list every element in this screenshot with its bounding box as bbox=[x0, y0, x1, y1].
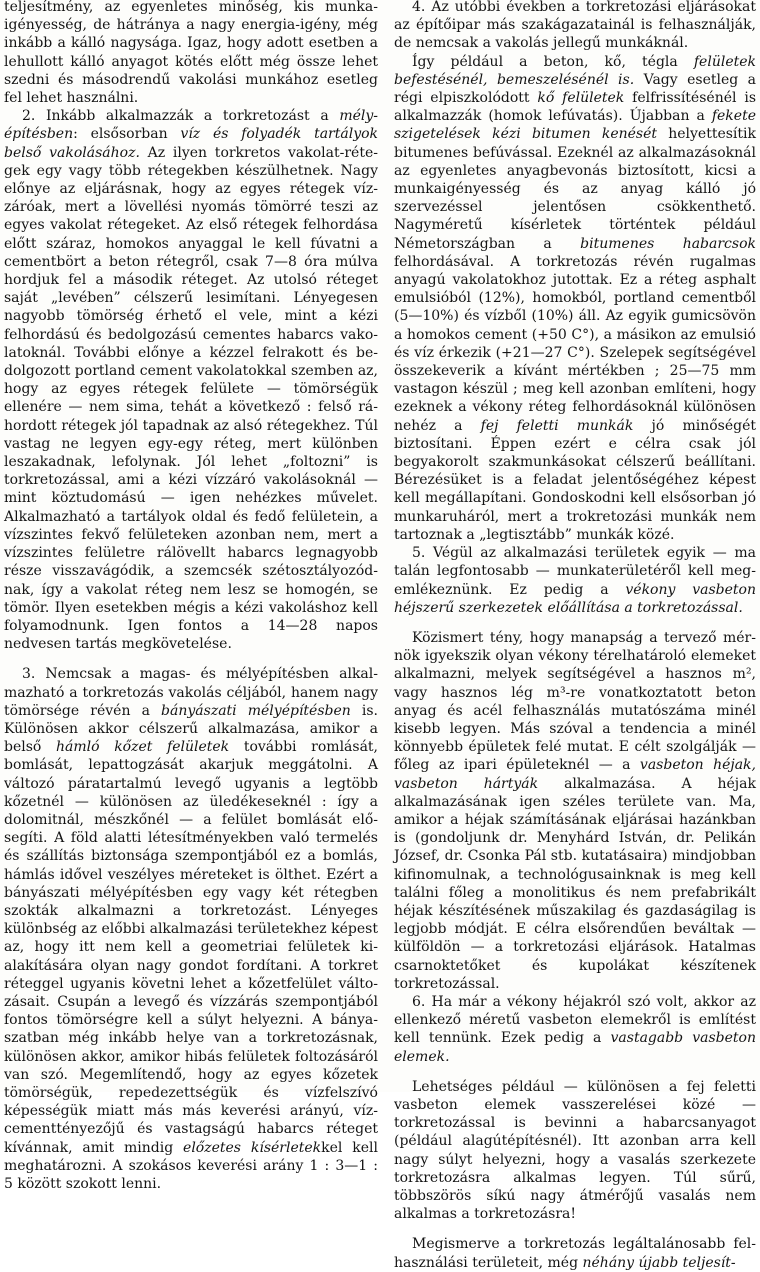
body-text: Megismerve a torkretozás legáltalánosabb felhasználási területeit, még bbox=[394, 1236, 756, 1271]
emphasis-text: hámló kőzet felületek bbox=[56, 739, 230, 756]
emphasis-text: vasbeton héjak, vasbeton hártyák bbox=[394, 757, 756, 792]
body-text: jó minőségét biztosítani. Éppen ezért e célra csak jól begyakorolt szakmunkásokat célszerű beállítani. Bérezésüket is a feladat jelentőségéhez képest kell megállapítani. Gondoskodni kell elsősorban jó munkaruháról, mert a trokretozási munkák nem tartoznak a „legtisztább” munkák közé. bbox=[394, 417, 757, 543]
paragraph-section-4 bbox=[394, 0, 756, 53]
body-text: helyettesítik bitumenes befúvással. Ezeknél az alkalmazásoknál az egyenletes anyagbevonás biztosított, kicsi a munkaigényesség és az anyag kálló jó szervezéssel jelentősen csökkenthető. Nagyméretű kísérletek történtek például Németországban a bbox=[394, 126, 756, 252]
body-text: 3. Nemcsak a magas- és mélyépítésben alkalmazható a torkretozás vakolás céljából, hanem nagy tömörsége révén a bbox=[4, 666, 378, 719]
emphasis-text: felületek befestésénél, bemeszelésénél is. bbox=[394, 53, 756, 88]
body-text: kel kell meghatározni. A szokásos keverési arány 1 : 3—1 : 5 között szokott lenni. bbox=[4, 1139, 378, 1192]
body-text: : elsősorban bbox=[73, 126, 181, 143]
body-text: teljesítmény, az egyenletes minőség, kis munkaigényesség, de hátránya a nagy energia-igény, még inkább a kálló nagysága. Igaz, hogy adott esetben a lehullott kálló anyagot kötés előtt még össze lehet szedni és másodrendű vakolási munkához esetleg fel lehet használni. bbox=[4, 0, 378, 107]
emphasis-text: kő felületek bbox=[537, 90, 625, 107]
paragraph bbox=[394, 629, 756, 993]
emphasis-text: bitumenes habarcsok bbox=[580, 235, 756, 252]
body-text: Az ilyen torkretos vakolat-rétegek egy vagy több rétegekben készülhetnek. Nagy előnye az eljárásnak, hogy az egyes rétegek vízzáróak, mert a lövellési nyomás tömörré teszi az egyes vakolat rétegeket. Az első rétegek felhordása előtt száraz, homokos anyaggal le kell fúvatni a cementbört a beton rétegről, csak 7—8 óra múlva hordjuk fel a második réteget. Az utolsó réteget saját „levében” célszerű lesimítani. Lényegesen nagyobb tömörség érhető el vele, mint a kézi felhordású és bedolgozású cementes habarcs vakolatoknál. További előnye a kézzel felrakott és bedolgozott portland cement vakolatokkal szemben az, hogy az egyes rétegek felülete — tömörségük ellenére — nem sima, tehát a következő : felső ráhordott rétegek jól tapadnak az alsó rétegekhez. Túl vastag ne legyen egy-egy réteg, mert különben leszakadnak, lefolynak. Jól lehet „foltozni” is torkretozással, ami a kézi vízzáró vakolásoknál — mint köztudomású — igen nehézkes művelet. Alkalmazható a tartályok oldal és fedő felületein, a vízszintes fekvő felületeken azonban nem, mert a vízszintes felületre rálövellt habarcs legnagyobb része visszavágódik, a szemcsék szétosztályozódnak, így a vakolat réteg nem lesz se homogén, se tömör. Ilyen esetekben mégis a kézi vakoláshoz kell folyamodnunk. Igen fontos a 14—28 napos nedvesen tartás megkövetelése. bbox=[4, 144, 378, 653]
body-text: Lehetséges például — különösen a fej feletti vasbeton elemek vasszerelései közé — torkretozással is bevinni a habarcsanyagot (például alagútépítésnél). Itt azonban arra kell nagy súlyt helyezni, hogy a vasalás szerkezete torkretozásra alkalmas legyen. Túl sűrű, többszörös síkú nagy átmérőjű vasalás nem alkalmas a torkretozásra! bbox=[394, 1078, 756, 1223]
body-text: 6. Ha már a vékony héjakról szó volt, akkor az ellenkező méretű vasbeton elemekről is említést kell tennünk. Ezek pedig a bbox=[394, 993, 756, 1047]
paragraph-section-5 bbox=[394, 544, 756, 617]
emphasis-text: fekete szigetelések kézi bitumen kenését bbox=[394, 108, 756, 143]
body-text: felfrissítésénél is alkalmazzák (homok lefúvatás). Újabban a bbox=[394, 90, 756, 125]
paragraph bbox=[394, 53, 756, 544]
body-text: 5. Végül az alkalmazási területek egyik — ma talán legfontosabb — munkaterületéről kell megemlékeznünk. Ez pedig a bbox=[394, 545, 756, 598]
paragraph-section-2 bbox=[4, 107, 378, 653]
emphasis-text: előzetes kísérletek bbox=[183, 1139, 322, 1156]
emphasis-text: néhány újabb teljesít- bbox=[582, 1254, 736, 1271]
emphasis-text: mélyépítésben bbox=[4, 108, 378, 143]
right-column bbox=[394, 0, 757, 1271]
body-text: Közismert tény, hogy manapság a tervező mérnök igyekszik olyan vékony térelhatároló elemeket alkalmazni, melyek segítségével a hasznos m², vagy hasznos lég m³-re vonatkoztatott beton anyag és acél felhasználás mutatószáma minél kisebb legyen. Más szóval a tendencia a minél könnyebb épületek felé mutat. E célt szolgálják — főleg az ipari épületeknél — a bbox=[394, 629, 756, 774]
left-column bbox=[4, 0, 379, 1192]
emphasis-text: vastagabb vasbeton elemek. bbox=[394, 1030, 757, 1065]
body-text: Így például a beton, kő, tégla bbox=[412, 53, 694, 70]
emphasis-text: vékony vasbeton héjszerű szerkezetek előállítása a torkretozással. bbox=[394, 581, 756, 616]
body-text: Vagy esetleg a régi elpiszkolódott bbox=[394, 71, 756, 107]
paragraph bbox=[4, 0, 378, 107]
emphasis-text: víz és folyadék tartályok belső vakolásához. bbox=[4, 126, 379, 161]
body-text: további romlását, bomlását, lepattogzását akarjuk meggátolni. A változó páratartalmú levegő ugyanis a legtöbb kőzetnél — különösen az üledékeseknél : így a dolomitnál, mészkőnél — a felület bomlását elősegíti. A föld alatti létesítményekben való termelés és szállítás biztonsága szempontjából ez a bomlás, hámlás idővel veszélyes méreteket is ölthet. Ezért a bányászati mélyépítésben egy vagy két rétegben szokták alkalmazni a torkretozást. Lényeges különbség az előbbi alkalmazási területekhez képest az, hogy itt nem kell a geometriai felületek kialakítására olyan nagy gondot fordítani. A torkret réteggel ugyanis követni lehet a kőzetfelület változásait. Csupán a levegő és vízzárás szempontjából fontos tömörségre kell a súlyt helyezni. A bányaszatban még inkább helye van a torkretozásnak, különösen akkor, amikor hibás felületek foltozásáról van szó. Megemlítendő, hogy az egyes kőzetek tömörségük, repedezettségük és vízfelszívó képességük miatt más más keverési arányú, vízcementtényezőjű és vastagságú habarcs réteget kívánnak, amit mindig bbox=[4, 739, 379, 1156]
emphasis-text: fej feletti munkák bbox=[480, 417, 634, 434]
body-text: 4. Az utóbbi években a torkretozási eljárásokat az építőipar más szakágazatainál is felhasználják, de nemcsak a vakolás jellegű munkáknál. bbox=[394, 0, 756, 52]
paragraph bbox=[394, 1235, 756, 1271]
paragraph-section-3 bbox=[4, 665, 378, 1193]
paragraph-section-6 bbox=[394, 993, 756, 1066]
body-text: felhordásával. A torkretozás révén rugalmas anyagú vakolatokhoz jutottak. Ez a réteg asphalt emulsióból (12%), homokból, portland cementből (5—10%) és vízből (10%) áll. Az egyik gumicsövön a homokos cement (+50 C°), a másikon az emulsió és víz érkezik (+21—27 C°). Szelepek segítségével összekeverik a kívánt mértékben ; 25—75 mm vastagon készül ; meg kell azonban említeni, hogy ezeknek a vékony réteg felhordásoknál különösen nehéz a bbox=[394, 253, 756, 434]
body-text: 2. Inkább alkalmazzák a torkretozást a bbox=[22, 108, 340, 125]
paragraph bbox=[394, 1078, 756, 1224]
body-text: alkalmazása. A héjak alkalmazásának igen széles területe van. Ma, amikor a héjak számításának eljárásai hazánkban is (gondoljunk dr. Menyhárd István, dr. Pelikán József, dr. Csonka Pál stb. kutatásaira) mindjobban kifinomulnak, a technológusainknak is meg kell találni főleg a monolitikus és nem prefabrikált héjak készítésének műszakilag és gazdaságilag is legjobb módját. E célra elsőrendűen beváltak — külföldön — a torkretozási eljárások. Hatalmas csarnoktetőket és kupolákat készítenek torkretozással. bbox=[394, 775, 756, 992]
body-text: is. Különösen akkor célszerű alkalmazása, amikor a belső bbox=[4, 702, 379, 756]
emphasis-text: bányászati mélyépítésben bbox=[161, 702, 351, 719]
